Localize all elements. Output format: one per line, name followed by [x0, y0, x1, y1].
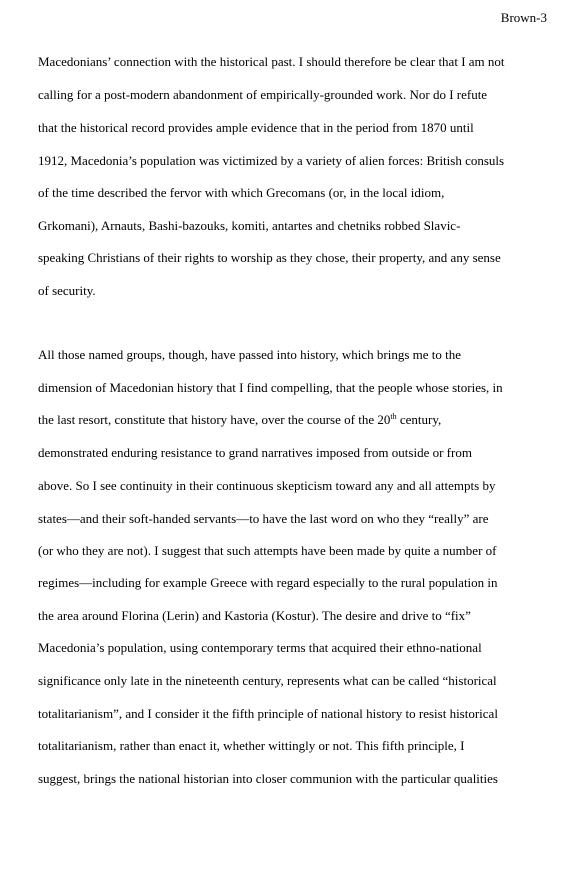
paragraph-line: speaking Christians of their rights to worship as they chose, their property, and any sense: [38, 250, 501, 265]
paragraph-line: states—and their soft-handed servants—to have the last word on who they “really” are: [38, 511, 489, 526]
paragraph-line: of the time described the fervor with which Grecomans (or, in the local idiom,: [38, 185, 445, 200]
line-text: century,: [396, 412, 442, 427]
paragraph-line: (or who they are not). I suggest that such attempts have been made by quite a number of: [38, 543, 497, 558]
paragraph-line: the area around Florina (Lerin) and Kastoria (Kostur). The desire and drive to “fix”: [38, 608, 471, 623]
paragraph-line: that the historical record provides ample evidence that in the period from 1870 until: [38, 120, 474, 135]
paragraph-line: totalitarianism, rather than enact it, whether wittingly or not. This fifth principle, I: [38, 738, 465, 753]
paragraph-line: above. So I see continuity in their continuous skepticism toward any and all attempts by: [38, 478, 496, 493]
paragraph-line: All those named groups, though, have passed into history, which brings me to the: [38, 347, 462, 362]
ordinal-superscript: th: [390, 412, 397, 421]
page-header: Brown-3: [500, 10, 547, 25]
line-text: the last resort, constitute that history have, over the course of the 20: [38, 412, 391, 427]
paragraph-line: regimes—including for example Greece with regard especially to the rural population in: [38, 575, 498, 590]
paragraph-line: Grkomani), Arnauts, Bashi-bazouks, komiti, antartes and chetniks robbed Slavic-: [38, 218, 461, 233]
paragraph-line: demonstrated enduring resistance to grand narratives imposed from outside or from: [38, 445, 472, 460]
paragraph-line: suggest, brings the national historian into closer communion with the particular qualities: [38, 771, 498, 786]
paragraph-line: Macedonia’s population, using contemporary terms that acquired their ethno-national: [38, 640, 482, 655]
paragraph-line-with-superscript: [38, 412, 441, 428]
paragraph-line: totalitarianism”, and I consider it the fifth principle of national history to resist historical: [38, 706, 498, 721]
paragraph-line: of security.: [38, 283, 96, 298]
paragraph-line: calling for a post-modern abandonment of empirically-grounded work. Nor do I refute: [38, 87, 488, 102]
paragraph-line: dimension of Macedonian history that I find compelling, that the people whose stories, in: [38, 380, 503, 395]
paragraph-line: 1912, Macedonia’s population was victimized by a variety of alien forces: British consuls: [38, 153, 505, 168]
paragraph-line: significance only late in the nineteenth century, represents what can be called “historical: [38, 673, 497, 688]
paragraph-line: Macedonians’ connection with the historical past. I should therefore be clear that I am not: [38, 54, 505, 69]
